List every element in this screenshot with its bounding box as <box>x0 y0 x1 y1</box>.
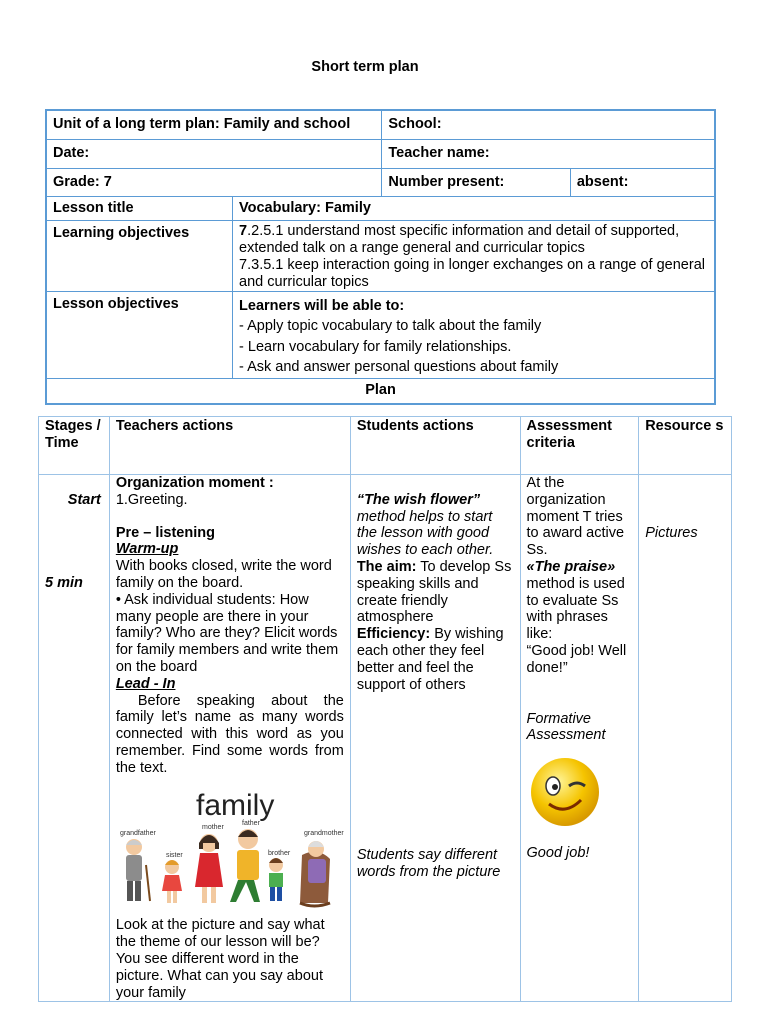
number-present-cell: Number present: <box>382 168 570 196</box>
resources-cell <box>639 475 732 1002</box>
org-moment: Organization moment : <box>115 475 274 491</box>
aim-text: To develop Ss speaking skills and create friendly atmosphere <box>356 558 512 626</box>
lesson-objectives-label: Lesson objectives <box>46 291 233 378</box>
unit-cell: Unit of a long term plan: Family and school <box>46 110 382 139</box>
mother-figure <box>195 834 223 903</box>
label-brother: brother <box>267 849 291 857</box>
learning-objectives-label: Learning objectives <box>46 220 233 291</box>
label-mother: mother <box>201 823 224 831</box>
lesson-obj-intro: Learners will be able to: <box>239 297 405 314</box>
resources-pictures: Pictures <box>645 525 698 541</box>
header-assessment: Assessment criteria <box>520 417 639 475</box>
assessment-praise: «The praise» <box>526 558 616 575</box>
ask-text: • Ask individual students: How many people are there in your family? Who are they? Elicit words for family members and write them on the board <box>115 591 339 675</box>
label-grandfather: grandfather <box>119 829 156 837</box>
absent-cell: absent: <box>570 168 715 196</box>
leadin-text: Before speaking about the family let’s name as many words connected with this word as you remember. Find some words from the text. <box>115 692 344 776</box>
header-stages: Stages / Time <box>39 417 110 475</box>
stage-time: 5 min <box>45 574 83 591</box>
label-grandmother: grandmother <box>303 829 344 837</box>
winking-smiley-icon <box>527 752 603 832</box>
students-actions-cell <box>350 475 520 1002</box>
lesson-title-label: Lesson title <box>46 196 233 220</box>
brother-figure <box>269 858 283 901</box>
header-students-actions: Students actions <box>350 417 520 475</box>
efficiency-text: By wishing each other they feel better and feel the support of others <box>356 626 504 693</box>
label-father: father <box>241 819 260 827</box>
header-teachers-actions: Teachers actions <box>109 417 350 475</box>
learning-obj-bold: 7 <box>239 222 248 239</box>
lesson-title-value: Vocabulary: Family <box>233 196 715 220</box>
grandmother-figure <box>300 841 330 906</box>
efficiency-label: Efficiency: <box>356 626 431 643</box>
leadin-heading: Lead - In <box>115 675 176 692</box>
learning-obj-line1: .2.5.1 understand most specific information and detail of supported, extended talk on a range general and curricular topics <box>239 222 680 256</box>
picture-question: Look at the picture and say what the theme of our lesson will be? You see different word in the picture. What can you say about your family <box>115 917 325 1001</box>
sister-figure <box>162 860 182 903</box>
pre-listening: Pre – listening <box>115 524 215 541</box>
assessment-quote: “Good job! Well done!” <box>526 642 627 676</box>
learning-objectives-value <box>233 220 715 291</box>
aim-label: The aim: <box>356 558 417 575</box>
school-cell: School: <box>382 110 715 139</box>
family-picture <box>116 785 344 909</box>
plan-table <box>38 416 732 1002</box>
greeting: 1.Greeting. <box>115 491 188 508</box>
teacher-name-cell: Teacher name: <box>382 139 715 168</box>
warmup-text: With books closed, write the word family on the board. <box>115 558 332 591</box>
stage-cell <box>39 475 110 1002</box>
teacher-actions-cell <box>109 475 350 1002</box>
lesson-obj-item: - Learn vocabulary for family relationships. <box>239 338 512 355</box>
lesson-objectives-value <box>233 291 715 378</box>
warmup-heading: Warm-up <box>115 541 179 558</box>
assessment-text1: At the organization moment T tries to award active Ss. <box>526 475 625 559</box>
family-picture-title: family <box>195 788 275 822</box>
header-table <box>45 109 716 405</box>
wish-flower-text: method helps to start the lesson with good wishes to each other. <box>356 508 494 559</box>
plan-heading: Plan <box>46 378 715 404</box>
good-job-caption: Good job! <box>526 844 590 861</box>
formative-assessment: Formative Assessment <box>526 710 606 744</box>
assessment-cell <box>520 475 639 1002</box>
grandfather-figure <box>126 839 150 901</box>
lesson-obj-item: - Apply topic vocabulary to talk about the family <box>239 318 542 334</box>
label-sister: sister <box>165 851 183 859</box>
stage-start: Start <box>67 492 101 508</box>
lesson-obj-item: - Ask and answer personal questions about family <box>239 359 559 375</box>
date-cell: Date: <box>46 139 382 168</box>
page-title: Short term plan <box>311 59 419 75</box>
students-say-words: Students say different words from the picture <box>356 847 501 881</box>
wish-flower-title: “The wish flower” <box>356 491 481 508</box>
assessment-text2: method is used to evaluate Ss with phrases like: <box>526 575 625 643</box>
header-resources: Resource s <box>639 417 732 475</box>
grade-cell: Grade: 7 <box>46 168 382 196</box>
father-figure <box>230 829 260 902</box>
learning-obj-line2: 7.3.5.1 keep interaction going in longer exchanges on a range of general and curricular topics <box>239 256 705 290</box>
